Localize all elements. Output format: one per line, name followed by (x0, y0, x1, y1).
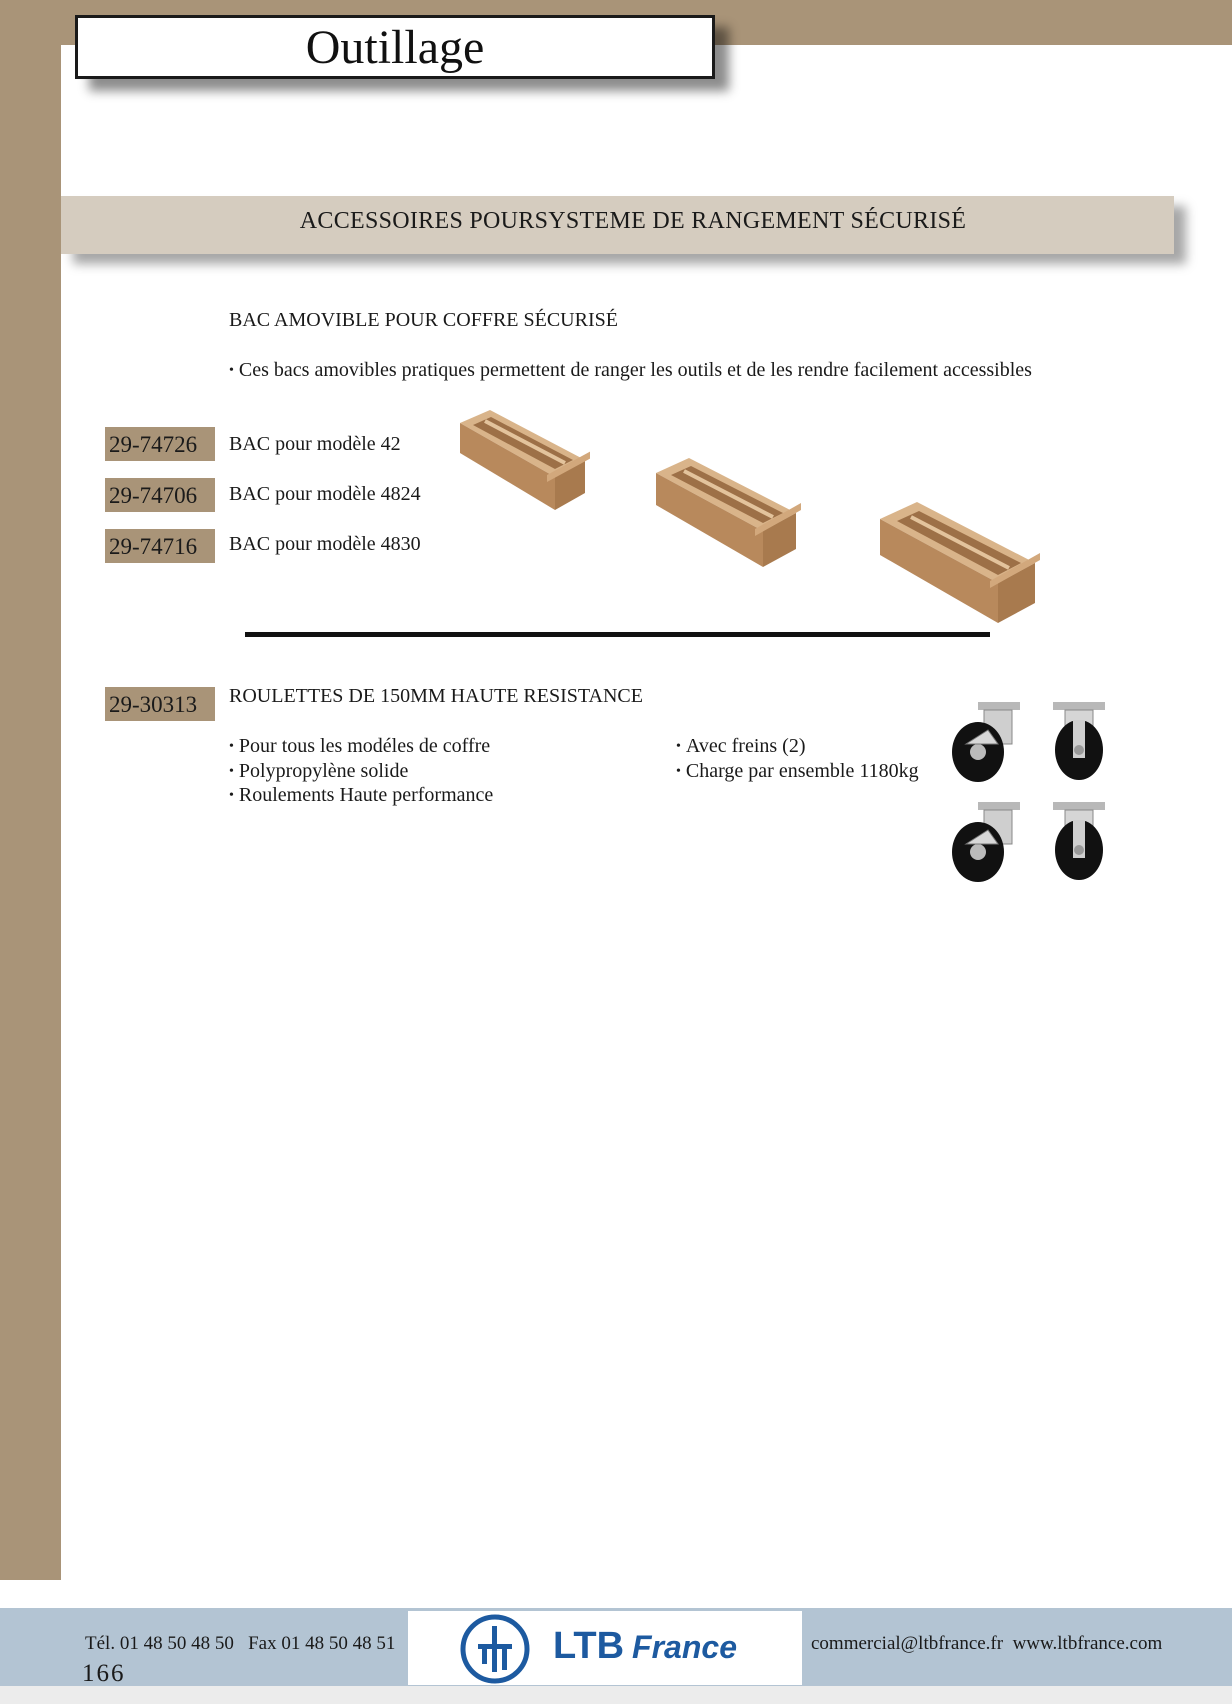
bullet-text: Pour tous les modéles de coffre (238, 735, 491, 757)
tray-image-medium (651, 453, 801, 571)
footer-bottom-strip (0, 1686, 1232, 1704)
page-title: Outillage (305, 21, 485, 74)
ltb-logo-emblem-icon (458, 1614, 532, 1684)
ref-label: BAC pour modèle 42 (229, 433, 401, 455)
bac-bullet-text: Ces bacs amovibles pratiques permettent de ranger les outils et de les rendre facilement accessibles (238, 359, 1032, 381)
bullet-dot: • (229, 788, 234, 803)
footer-phone-fax: Tél. 01 48 50 48 50 Fax 01 48 50 48 51 (85, 1633, 396, 1654)
ref-badge: 29-74716 (105, 529, 215, 563)
roulettes-bullet (229, 760, 408, 783)
title-box (75, 15, 715, 79)
bullet-text: Avec freins (2) (685, 735, 806, 757)
tray-image-large (875, 497, 1040, 627)
bullet-text: Polypropylène solide (238, 760, 409, 782)
caster-rigid-image (1045, 800, 1115, 885)
ref-label: BAC pour modèle 4824 (229, 483, 421, 505)
section-divider (245, 632, 990, 637)
caster-swivel-brake-image (948, 700, 1028, 785)
bac-heading: BAC AMOVIBLE POUR COFFRE SÉCURISÉ (229, 309, 618, 331)
caster-swivel-brake-image (948, 800, 1028, 885)
logo-wordmark (553, 1625, 737, 1668)
bullet-dot: • (229, 764, 234, 779)
ref-badge: 29-74726 (105, 427, 215, 461)
section-band (61, 196, 1174, 254)
roulettes-bullet (229, 735, 490, 758)
left-accent-bar (0, 0, 61, 1580)
bullet-dot: • (676, 764, 681, 779)
ref-label: BAC pour modèle 4830 (229, 533, 421, 555)
roulettes-bullet (676, 735, 805, 758)
logo-box (408, 1611, 802, 1685)
logo-main-text: LTB (553, 1625, 625, 1667)
bullet-text: Roulements Haute performance (238, 784, 494, 806)
roulettes-bullet (229, 784, 493, 807)
roulettes-bullet (676, 760, 919, 783)
footer-contact: commercial@ltbfrance.fr www.ltbfrance.com (811, 1633, 1163, 1654)
bullet-text: Charge par ensemble 1180kg (685, 760, 919, 782)
roulettes-heading: ROULETTES DE 150MM HAUTE RESISTANCE (229, 685, 643, 707)
bullet-dot: • (229, 363, 234, 378)
bac-bullet (229, 359, 1032, 382)
section-title: ACCESSOIRES POURSYSTEME DE RANGEMENT SÉCURISÉ (299, 208, 967, 234)
bullet-dot: • (229, 739, 234, 754)
ref-badge: 29-74706 (105, 478, 215, 512)
caster-rigid-image (1045, 700, 1115, 785)
bullet-dot: • (676, 739, 681, 754)
logo-sub-text: France (632, 1629, 737, 1665)
tray-image-small (455, 405, 590, 515)
ref-badge: 29-30313 (105, 687, 215, 721)
page-number: 166 (82, 1660, 126, 1687)
